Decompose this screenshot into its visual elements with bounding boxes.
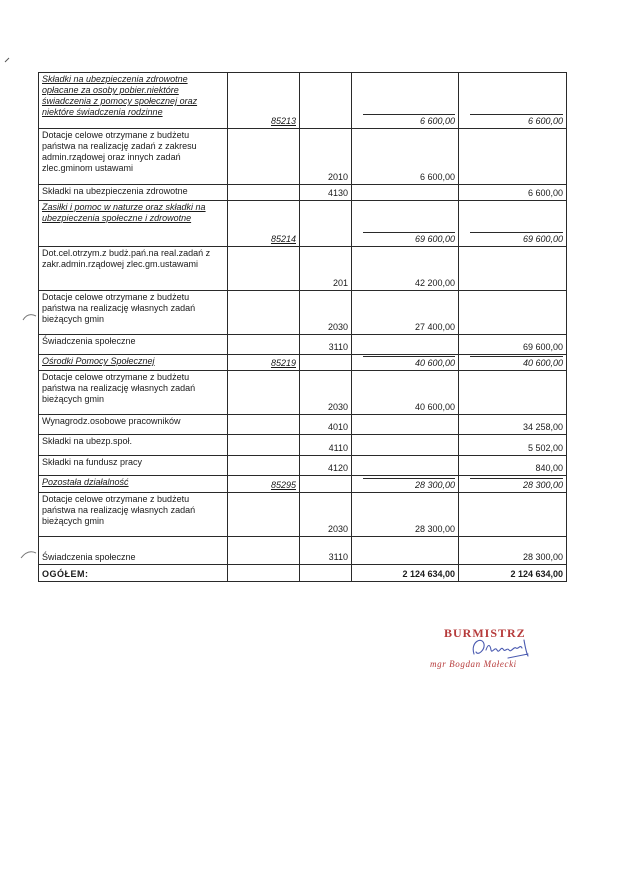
row-dotacja: 6 600,00	[352, 129, 459, 185]
row-dotacja: 42 200,00	[352, 247, 459, 291]
row-dotacja: 28 300,00	[352, 493, 459, 537]
row-dotacja	[352, 435, 459, 456]
handwritten-signature	[468, 634, 548, 662]
row-paragraf: 4130	[300, 185, 352, 201]
row-dzial	[228, 456, 300, 476]
table-row-section	[39, 201, 567, 247]
row-dzial: 85213	[228, 73, 300, 129]
row-dzial	[228, 129, 300, 185]
row-dzial	[228, 247, 300, 291]
row-dotacja: 28 300,00	[352, 476, 459, 493]
row-wydatki: 69 600,00	[459, 335, 567, 355]
row-description: Świadczenia społeczne	[39, 537, 228, 565]
row-description: Składki na fundusz pracy	[39, 456, 228, 476]
row-paragraf: 3110	[300, 537, 352, 565]
table-row	[39, 129, 567, 185]
row-description: Zasiłki i pomoc w naturze oraz składki na ubezpieczenia społeczne i zdrowotne	[39, 201, 228, 247]
table-row	[39, 456, 567, 476]
table-row	[39, 247, 567, 291]
row-description: Dotacje celowe otrzymane z budżetu państwa na realizację własnych zadań bieżących gmin	[39, 371, 228, 415]
row-dzial	[228, 335, 300, 355]
row-dzial	[228, 185, 300, 201]
table-row	[39, 435, 567, 456]
row-paragraf: 2030	[300, 371, 352, 415]
row-dotacja	[352, 335, 459, 355]
row-paragraf: 4120	[300, 456, 352, 476]
row-dzial	[228, 291, 300, 335]
row-wydatki	[459, 291, 567, 335]
row-paragraf	[300, 355, 352, 371]
total-paragraf	[300, 565, 352, 582]
row-wydatki: 28 300,00	[459, 476, 567, 493]
row-wydatki: 6 600,00	[459, 185, 567, 201]
scan-mark-left-1	[22, 312, 38, 322]
row-wydatki: 5 502,00	[459, 435, 567, 456]
row-paragraf: 2010	[300, 129, 352, 185]
row-dotacja: 27 400,00	[352, 291, 459, 335]
scan-mark-left-2	[20, 548, 38, 560]
row-description: Składki na ubezp.społ.	[39, 435, 228, 456]
scan-mark-top	[4, 56, 14, 64]
row-dotacja	[352, 415, 459, 435]
table-row-section	[39, 355, 567, 371]
row-description: Składki na ubezpieczenia zdrowotne opłacane za osoby pobier.niektóre świadczenia z pomocy społecznej oraz niektóre świadczenia rodzinne	[39, 73, 228, 129]
row-description: Dotacje celowe otrzymane z budżetu państwa na realizację zadań z zakresu admin.rządowej oraz innych zadań zlec.gminom ustawami	[39, 129, 228, 185]
table-row-section	[39, 476, 567, 493]
row-wydatki	[459, 371, 567, 415]
row-description: Świadczenia społeczne	[39, 335, 228, 355]
stamp-title: BURMISTRZ	[444, 626, 526, 640]
total-label: OGÓŁEM:	[39, 565, 228, 582]
row-dzial: 85295	[228, 476, 300, 493]
table-row	[39, 291, 567, 335]
row-wydatki	[459, 247, 567, 291]
row-description: Dotacje celowe otrzymane z budżetu państwa na realizację własnych zadań bieżących gmin	[39, 493, 228, 537]
row-wydatki: 69 600,00	[459, 201, 567, 247]
mayor-signature-stamp	[430, 626, 560, 676]
table-row	[39, 335, 567, 355]
total-dotacja: 2 124 634,00	[352, 565, 459, 582]
row-dzial: 85214	[228, 201, 300, 247]
row-dzial	[228, 493, 300, 537]
row-dzial	[228, 537, 300, 565]
row-paragraf: 3110	[300, 335, 352, 355]
row-dotacja	[352, 537, 459, 565]
row-wydatki: 40 600,00	[459, 355, 567, 371]
table-row	[39, 415, 567, 435]
total-wydatki: 2 124 634,00	[459, 565, 567, 582]
row-paragraf: 2030	[300, 291, 352, 335]
row-paragraf	[300, 201, 352, 247]
row-paragraf	[300, 73, 352, 129]
table-row	[39, 185, 567, 201]
table-row-section	[39, 73, 567, 129]
row-paragraf	[300, 476, 352, 493]
table-row	[39, 371, 567, 415]
row-dotacja: 6 600,00	[352, 73, 459, 129]
row-wydatki: 28 300,00	[459, 537, 567, 565]
budget-table	[38, 72, 567, 582]
row-dzial: 85219	[228, 355, 300, 371]
signatory-name: mgr Bogdan Małecki	[430, 659, 517, 669]
row-description: Dotacje celowe otrzymane z budżetu państwa na realizację własnych zadań bieżących gmin	[39, 291, 228, 335]
row-dzial	[228, 435, 300, 456]
total-dzial	[228, 565, 300, 582]
row-description: Dot.cel.otrzym.z budż.pań.na real.zadań z zakr.admin.rządowej zlec.gm.ustawami	[39, 247, 228, 291]
row-paragraf: 4010	[300, 415, 352, 435]
row-paragraf: 4110	[300, 435, 352, 456]
row-dotacja	[352, 456, 459, 476]
table-row	[39, 493, 567, 537]
table-row-total	[39, 565, 567, 582]
row-dzial	[228, 415, 300, 435]
row-wydatki: 34 258,00	[459, 415, 567, 435]
table-row	[39, 537, 567, 565]
row-dotacja: 69 600,00	[352, 201, 459, 247]
row-dotacja	[352, 185, 459, 201]
row-wydatki: 840,00	[459, 456, 567, 476]
row-description: Składki na ubezpieczenia zdrowotne	[39, 185, 228, 201]
row-description: Wynagrodz.osobowe pracowników	[39, 415, 228, 435]
row-wydatki: 6 600,00	[459, 73, 567, 129]
row-paragraf: 201	[300, 247, 352, 291]
row-dotacja: 40 600,00	[352, 355, 459, 371]
row-wydatki	[459, 129, 567, 185]
row-dzial	[228, 371, 300, 415]
row-paragraf: 2030	[300, 493, 352, 537]
row-description: Pozostała działalność	[39, 476, 228, 493]
row-dotacja: 40 600,00	[352, 371, 459, 415]
row-description: Ośrodki Pomocy Społecznej	[39, 355, 228, 371]
row-wydatki	[459, 493, 567, 537]
